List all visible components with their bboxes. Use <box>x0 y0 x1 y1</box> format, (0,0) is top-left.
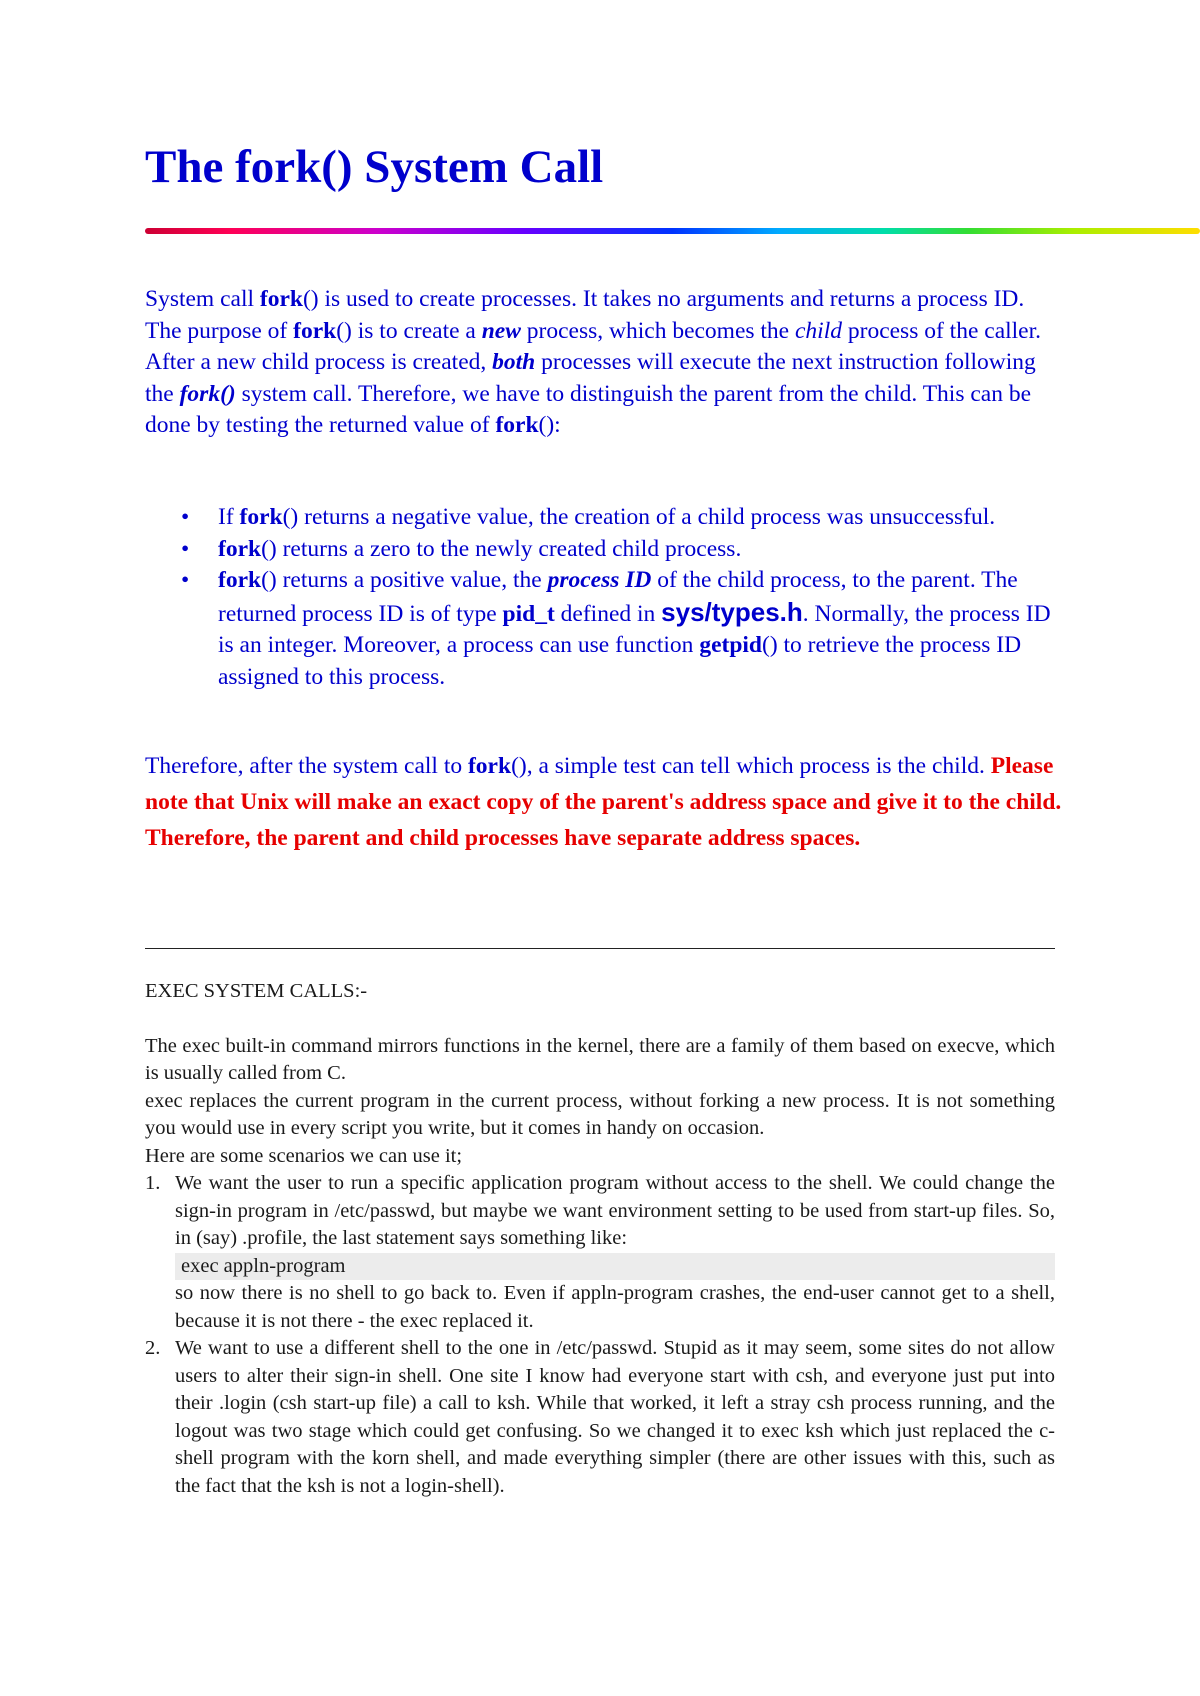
both-emphasis: both <box>492 349 536 375</box>
intro-text: processes will execute the next instruction following the <box>145 349 1036 407</box>
intro-text: () is to create a <box>336 317 482 344</box>
intro-paragraph <box>145 284 1065 442</box>
horizontal-rule <box>145 948 1055 949</box>
bullet-icon: • <box>181 504 190 530</box>
exec-scenario-list <box>145 1170 1055 1500</box>
new-emphasis: new <box>481 317 521 344</box>
list-item <box>145 1170 1055 1335</box>
conclusion-text: Therefore, after the system call to <box>145 753 468 779</box>
bullet-text: () returns a positive value, the <box>261 567 548 593</box>
bullet-text: defined in <box>554 600 662 627</box>
exec-paragraph: exec replaces the current program in the current process, without forking a new process. It is not something you would use in every script you write, but it comes in handy on occasion. <box>145 1089 1055 1139</box>
exec-heading: EXEC SYSTEM CALLS:- <box>145 980 368 1002</box>
process-id-emphasis: process ID <box>547 567 652 593</box>
conclusion-text: (), a simple test can tell which process is the child. <box>511 753 991 779</box>
list-item <box>145 502 1065 534</box>
rainbow-divider <box>145 228 1200 234</box>
bullet-text: . Normally, the process ID is an integer. Moreover, a process can use function <box>218 600 1051 658</box>
scenario-text: so now there is no shell to go back to. Even if appln-program crashes, the end-user cannot get to a shell, because it is not there - the exec replaced it. <box>175 1282 1055 1332</box>
list-number: 1. <box>145 1172 161 1194</box>
bullet-icon: • <box>181 567 190 593</box>
intro-text: (): <box>538 412 561 438</box>
scenario-text: We want the user to run a specific application program without access to the shell. We could change the sign-in program in /etc/passwd, but maybe we want environment setting to be used from start-up files. So, in (say) .profile, the last statement says something like: <box>175 1172 1055 1249</box>
intro-text: process, which becomes the <box>520 317 795 344</box>
exec-paragraph: Here are some scenarios we can use it; <box>145 1144 463 1167</box>
pid-t-type: pid_t <box>502 600 555 627</box>
bullet-text: If <box>218 504 240 530</box>
list-number: 2. <box>145 1337 161 1359</box>
list-item <box>145 534 1065 566</box>
fork-keyword: fork <box>293 317 337 344</box>
intro-text: process of the caller. After a new child process is created, <box>145 317 1042 375</box>
bullet-text: () returns a negative value, the creation of a child process was unsuccessful. <box>282 504 996 530</box>
fork-keyword: fork <box>239 504 283 530</box>
intro-text: System call <box>145 286 260 312</box>
child-emphasis: child <box>795 317 842 344</box>
fork-keyword: fork <box>467 753 512 779</box>
getpid-function: getpid <box>699 632 762 658</box>
scenario-text: We want to use a different shell to the one in /etc/passwd. Stupid as it may seem, some sites do not allow users to alter their sign-in shell. One site I know had everyone start with csh, and everyone just put into their .login (csh start-up file) a call to ksh. While that worked, it left a stray csh process running, and the logout was two stage which could get confusing. So we changed it to exec ksh which just replaced the c-shell program with the korn shell, and made everything simpler (there are other issues with this, such as the fact that the ksh is not a login-shell). <box>175 1337 1055 1497</box>
intro-text: system call. Therefore, we have to distinguish the parent from the child. This can be done by testing the returned value of <box>145 380 1032 438</box>
list-item <box>145 565 1065 693</box>
bullet-text: () returns a zero to the newly created child process. <box>261 535 742 562</box>
fork-keyword: fork <box>259 286 303 312</box>
bullet-text: () to retrieve the process ID assigned to this process. <box>218 632 1022 690</box>
bullet-icon: • <box>181 535 190 562</box>
code-snippet: exec appln-program <box>175 1253 1055 1281</box>
list-item <box>145 1335 1055 1500</box>
page-title: The fork() System Call <box>145 141 604 193</box>
fork-keyword: fork <box>495 412 539 438</box>
exec-section <box>145 978 1055 1500</box>
bullet-text: of the child process, to the parent. The returned process ID is of type <box>218 567 1018 627</box>
fork-keyword: fork <box>218 535 262 562</box>
fork-call-emphasis: fork() <box>179 380 236 407</box>
address-space-note: Please note that Unix will make an exact copy of the parent's address space and give it to the child. Therefore, the parent and child processes have separate address spaces. <box>145 753 1062 851</box>
header-file-name: sys/types.h <box>661 596 803 627</box>
fork-return-list <box>145 502 1065 693</box>
exec-paragraph: The exec built-in command mirrors functions in the kernel, there are a family of them based on execve, which is usually called from C. <box>145 1034 1055 1084</box>
conclusion-paragraph <box>145 748 1065 856</box>
intro-text: () is used to create processes. It takes no arguments and returns a process ID. The purpose of <box>145 286 1025 344</box>
fork-keyword: fork <box>218 567 262 593</box>
